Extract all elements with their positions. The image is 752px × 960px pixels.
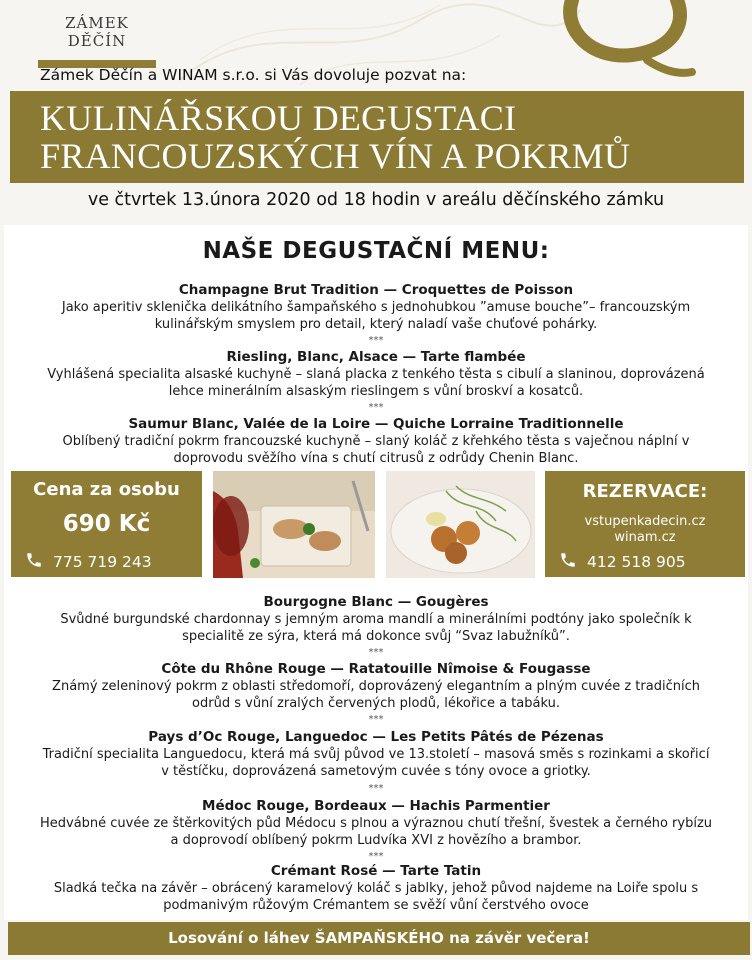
menu-item-desc: Svůdné burgundské chardonnay s jemným aroma mandlí a minerálními podtóny jako společník k [60, 612, 692, 627]
menu-item-desc: specialitě ze sýra, která má dokonce svůj “Svaz labužníků”. [182, 629, 570, 644]
menu-item-title: Bourgogne Blanc — Gougères [263, 594, 489, 610]
menu-item [0, 797, 752, 849]
separator: *** [368, 714, 384, 725]
separator: *** [368, 402, 384, 413]
separator: *** [368, 851, 384, 862]
menu-item-desc: Známý zeleninový pokrm z oblasti středomoří, doprovázený elegantním a plným cuvée z tradičních [52, 679, 700, 694]
title-line-2: FRANCOUZSKÝCH VÍN A POKRMŮ [40, 136, 631, 176]
phone-number: 412 518 905 [587, 553, 686, 571]
gold-swirl-ornament [552, 0, 702, 82]
phone-number: 775 719 243 [53, 553, 152, 571]
zamek-decin-logo [38, 0, 156, 68]
separator: *** [368, 335, 384, 346]
menu-item [0, 415, 752, 467]
title-banner [10, 91, 744, 183]
menu-item-desc: kulinářským smyslem pro detail, který naladí vaše chuťové pohárky. [154, 317, 598, 332]
menu-title: NAŠE DEGUSTAČNÍ MENU: [202, 238, 550, 264]
menu-item-title: Champagne Brut Tradition — Croquettes de Poisson [178, 282, 574, 298]
price-value: 690 Kč [62, 511, 151, 537]
menu-item-title: Riesling, Blanc, Alsace — Tarte flambée [226, 349, 526, 365]
menu-item [0, 728, 752, 780]
reservation-box [545, 471, 745, 577]
menu-item-title: Saumur Blanc, Valée de la Loire — Quiche Lorraine Traditionnelle [128, 416, 624, 432]
invitation-line: Zámek Děčín a WINAM s.r.o. si Vás dovoluje pozvat na: [40, 66, 467, 84]
menu-item-desc: lehce minerálním alsaským rieslingem s vůní broskví a kosatců. [168, 384, 584, 399]
menu-item-title: Pays d’Oc Rouge, Languedoc — Les Petits Pâtés de Pézenas [148, 729, 604, 745]
menu-item [0, 660, 752, 712]
footer-banner: Losování o láhev ŠAMPAŇSKÉHO na závěr večera! [8, 922, 750, 955]
menu-item-title: Crémant Rosé — Tarte Tatin [270, 863, 482, 879]
menu-item-desc: doprovodu svěžího vína s chutí citrusů z odrůdy Chenin Blanc. [173, 451, 579, 466]
reservation-web-link[interactable]: winam.cz [614, 530, 676, 545]
separator: *** [368, 647, 384, 658]
croquettes-photo [386, 471, 535, 578]
menu-item [0, 593, 752, 645]
menu-item-title: Côte du Rhône Rouge — Ratatouille Nîmoise & Fougasse [161, 661, 591, 677]
menu-item-desc: Tradiční specialita Languedocu, která má svůj původ ve 13.století – masová směs s rozinkami a skořicí [42, 747, 710, 762]
menu-item-title: Médoc Rouge, Bordeaux — Hachis Parmentier [202, 798, 550, 814]
menu-item-desc: v těstíčku, doprovázená sametovým cuvée s tóny ovoce a griotky. [161, 764, 591, 779]
reservation-web-link[interactable]: vstupenkadecin.cz [584, 514, 706, 529]
separator: *** [368, 783, 384, 794]
title-line-1: KULINÁŘSKOU DEGUSTACI [40, 98, 517, 138]
menu-item-desc: a doprovodí oblíbený pokrm Ludvíka XVI z hovězího a brambor. [170, 833, 582, 848]
reservation-label: REZERVACE: [582, 481, 708, 502]
menu-item [0, 348, 752, 400]
event-date: ve čtvrtek 13.února 2020 od 18 hodin v areálu děčínského zámku [87, 190, 665, 210]
price-phone[interactable] [25, 551, 152, 571]
menu-item-desc: Vyhlášená specialita alsaské kuchyně – slaná placka z tenkého těsta s cibulí a slaninou, doprovázená [47, 367, 705, 382]
logo-text: ZÁMEK DĚČÍN [65, 14, 129, 50]
phone-icon [559, 551, 577, 569]
menu-item-desc: podmanivým růžovým Crémantem se svěží vůní čerstvého ovoce [163, 898, 589, 913]
price-label: Cena za osobu [33, 479, 180, 500]
menu-item [0, 281, 752, 333]
menu-item-desc: Oblíbený tradiční pokrm francouzské kuchyně – slaný koláč z křehkého těsta s vaječnou náplní v [62, 434, 690, 449]
menu-item-desc: Hedvábné cuvée ze štěrkovitých půd Médocu s plnou a výraznou chutí třešní, švestek a černého rybízu [39, 816, 713, 831]
menu-item-desc: Jako aperitiv sklenička delikátního šampaňského s jednohubkou ”amuse bouche”– francouzským [61, 300, 691, 315]
tarte-wine-photo [213, 471, 375, 578]
menu-item-desc: odrůd s vůní zralých červených plodů, lékořice a tabáku. [192, 696, 560, 711]
phone-icon [25, 551, 43, 569]
reservation-phone[interactable] [559, 551, 686, 571]
menu-item-desc: Sladká tečka na závěr – obrácený karamelový koláč s jablky, jehož původ najdeme na Loiře spolu s [53, 881, 699, 896]
menu-item [0, 862, 752, 914]
price-box [11, 471, 202, 577]
